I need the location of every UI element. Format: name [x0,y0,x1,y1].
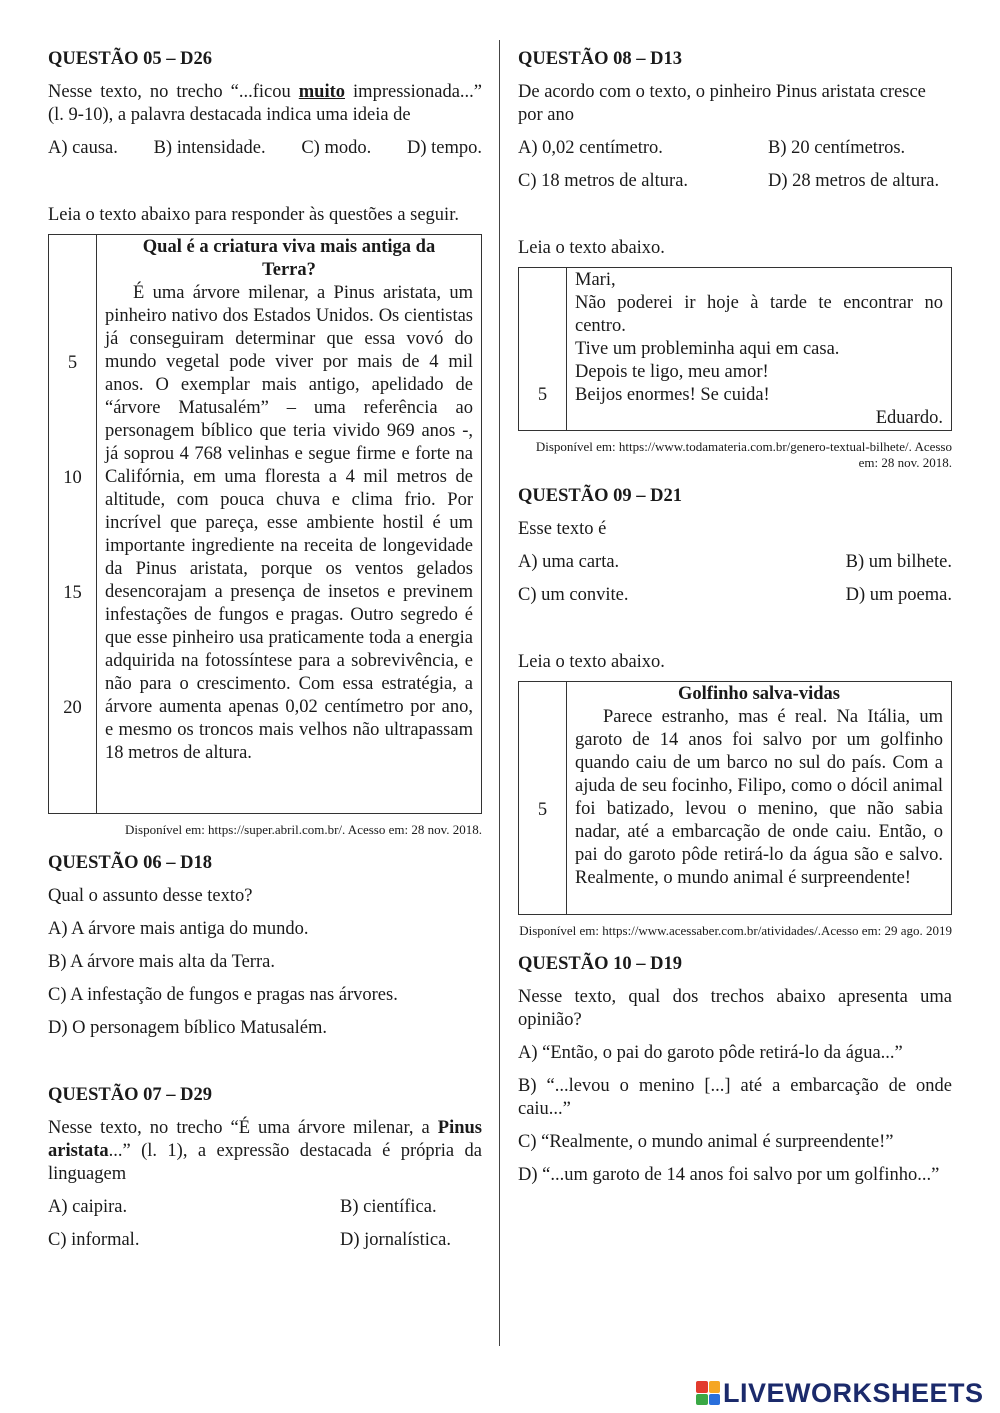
question-05 [48,48,482,160]
text-title: Golfinho salva-vidas [678,684,840,704]
line-number: 10 [63,468,82,488]
text-source: Disponível em: https://www.acessaber.com.br/atividades/.Acesso em: 29 ago. 2019 [519,923,952,938]
question-10-title: QUESTÃO 10 – D19 [518,954,682,974]
question-09 [518,485,952,607]
highlighted-word: muito [298,82,346,102]
text-source: Disponível em: https://super.abril.com.br/. Acesso em: 28 nov. 2018. [125,822,482,837]
text-line: Tive um probleminha aqui em casa. [575,339,840,359]
reading-instruction-3: Leia o texto abaixo. [518,652,665,672]
question-07-title: QUESTÃO 07 – D29 [48,1085,212,1105]
question-09-options [518,551,952,607]
line-number: 20 [63,698,82,718]
option-c[interactable]: C) modo. [301,138,372,158]
text-box-bilhete [518,267,952,431]
option-c[interactable]: C) um convite. [518,585,629,605]
question-06-stem: Qual o assunto desse texto? [48,886,253,906]
logo-square [709,1394,721,1406]
option-b[interactable]: B) um bilhete. [845,552,952,572]
text-content [567,268,951,430]
line-number: 5 [67,353,78,373]
option-d[interactable]: D) tempo. [406,138,482,158]
text-title: Qual é a criatura viva mais antiga da Terra? [142,237,436,280]
text-source: Disponível em: https://www.todamateria.com.br/genero-textual-bilhete/. Acesso em: 28 nov. 2018. [535,439,952,470]
line-numbers [519,268,567,430]
logo-square [696,1381,708,1393]
option-c[interactable]: C) 18 metros de altura. [518,171,689,191]
option-d[interactable]: D) um poema. [845,585,952,605]
text-box-pinus [48,234,482,814]
text-line: Mari, [575,270,616,290]
question-08-title: QUESTÃO 08 – D13 [518,49,682,69]
question-07 [48,1084,482,1252]
text-line: Beijos enormes! Se cuida! [575,385,770,405]
question-06-title: QUESTÃO 06 – D18 [48,853,212,873]
line-numbers [519,682,567,914]
question-06 [48,852,482,1040]
reading-instruction-1: Leia o texto abaixo para responder às questões a seguir. [48,205,459,225]
question-05-stem: Nesse texto, no trecho “...ficou muito impressionada...” (l. 9-10), a palavra destacada indica uma ideia de [48,82,482,125]
reading-instruction-2: Leia o texto abaixo. [518,238,665,258]
option-d[interactable]: D) jornalística. [340,1230,451,1250]
question-06-options [48,918,482,1040]
text-line: Não poderei ir hoje à tarde te encontrar no centro. [575,293,943,336]
question-07-stem: Nesse texto, no trecho “É uma árvore milenar, a Pinus aristata...” (l. 1), a expressão destacada é própria da linguagem [48,1118,482,1184]
question-08 [518,48,952,193]
option-d[interactable]: D) “...um garoto de 14 anos foi salvo por um golfinho...” [518,1165,940,1185]
highlighted-expression: Pinus aristata [48,1118,482,1161]
option-b[interactable]: B) A árvore mais alta da Terra. [48,952,275,972]
option-c[interactable]: C) A infestação de fungos e pragas nas árvores. [48,985,398,1005]
option-a[interactable]: A) caipira. [48,1197,128,1217]
text-line: Depois te ligo, meu amor! [575,362,769,382]
logo-text: LIVEWORKSHEETS [723,1377,984,1408]
question-09-title: QUESTÃO 09 – D21 [518,486,682,506]
signature: Eduardo. [875,408,943,428]
question-08-stem: De acordo com o texto, o pinheiro Pinus aristata cresce por ano [518,82,926,125]
question-07-options [48,1196,482,1252]
option-d[interactable]: D) O personagem bíblico Matusalém. [48,1018,327,1038]
logo-mark-icon [696,1381,720,1405]
option-d[interactable]: D) 28 metros de altura. [768,171,940,191]
text-content [97,235,481,813]
option-c[interactable]: C) informal. [48,1230,140,1250]
line-number: 15 [63,583,82,603]
question-05-options [48,137,482,160]
option-c[interactable]: C) “Realmente, o mundo animal é surpreendente!” [518,1132,894,1152]
option-a[interactable]: A) uma carta. [518,552,620,572]
option-b[interactable]: B) científica. [340,1197,437,1217]
logo-square [696,1394,708,1406]
right-column [518,48,952,1187]
question-09-stem: Esse texto é [518,519,607,539]
question-05-title: QUESTÃO 05 – D26 [48,49,212,69]
question-10-options [518,1042,952,1187]
option-b[interactable]: B) intensidade. [153,138,266,158]
left-column [48,48,482,1252]
liveworksheets-logo[interactable] [696,1376,984,1410]
option-a[interactable]: A) 0,02 centímetro. [518,138,663,158]
logo-square [709,1381,721,1393]
text-body: É uma árvore milenar, a Pinus aristata, um pinheiro nativo dos Estados Unidos. Os cientistas já conseguiram determinar que essa vovó do mundo vegetal pode viver por mais de 4 mil anos. O exemplar mais antigo, apelidado de “árvore Matusalém” – uma referência ao personagem bíblico que teria vivido 969 anos -, já soprou 4 768 velinhas e segue firme e forte na Califórnia, em uma floresta a 4 mil metros de altitude, com pouca chuva e clima frio. Por incrível que pareça, esse ambiente hostil é um importante ingrediente na receita de longevidade da Pinus aristata, porque os ventos gelados desencorajam a presença de insetos e previnem infestações de fungos e pragas. Outro segredo é que esse pinheiro usa praticamente toda a energia adquirida na fotossíntese para a sobrevivência, e não para o crescimento. Com essa estratégia, a árvore aumenta apenas 0,02 centímetro por ano, e mesmo os troncos mais velhos não ultrapassam 18 metros de altura. [105,283,473,763]
option-a[interactable]: A) “Então, o pai do garoto pôde retirá-lo da água...” [518,1043,903,1063]
text-body: Parece estranho, mas é real. Na Itália, um garoto de 14 anos foi salvo por um golfinho quando caiu de um barco no sul do país. Com a ajuda de seu focinho, Filipo, como o dócil animal foi batizado, levou o menino, que não sabia nadar, até a embarcação de onde caiu. Então, o pai do garoto pôde retirá-lo da água são e salvo. Realmente, o mundo animal é surpreendente! [575,707,943,888]
line-number: 5 [537,800,548,820]
line-numbers [49,235,97,813]
question-10 [518,953,952,1187]
text-box-golfinho [518,681,952,915]
line-number: 5 [537,385,548,405]
option-a[interactable]: A) A árvore mais antiga do mundo. [48,919,309,939]
text-content [567,682,951,914]
question-08-options [518,137,952,193]
option-b[interactable]: B) “...levou o menino [...] até a embarcação de onde caiu...” [518,1076,952,1119]
column-divider [499,40,500,1346]
option-b[interactable]: B) 20 centímetros. [768,138,906,158]
option-a[interactable]: A) causa. [48,138,118,158]
question-10-stem: Nesse texto, qual dos trechos abaixo apresenta uma opinião? [518,987,952,1030]
